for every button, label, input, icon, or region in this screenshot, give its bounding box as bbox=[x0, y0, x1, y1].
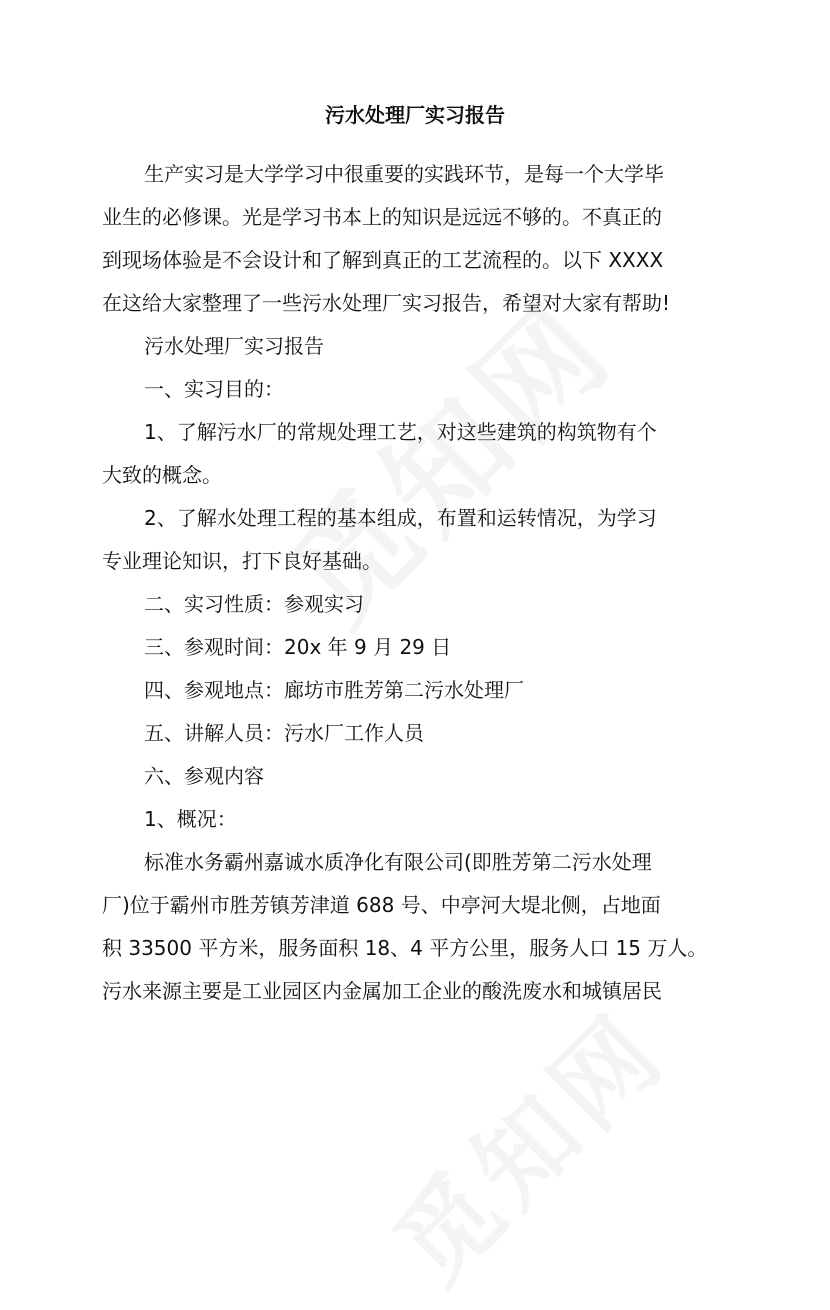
paragraph-line: 标准水务霸州嘉诚水质净化有限公司(即胜芳第二污水处理 bbox=[144, 850, 652, 874]
section-heading: 二、实习性质：参观实习 bbox=[144, 592, 364, 616]
paragraph-line: 专业理论知识，打下良好基础。 bbox=[102, 549, 382, 573]
watermark-lower bbox=[357, 974, 692, 1309]
paragraph-line: 污水来源主要是工业园区内金属加工企业的酸洗废水和城镇居民 bbox=[102, 979, 662, 1003]
paragraph-line: 业生的必修课。光是学习书本上的知识是远远不够的。不真正的 bbox=[102, 205, 662, 229]
paragraph-line: 大致的概念。 bbox=[102, 463, 222, 487]
paragraph-line: 到现场体验是不会设计和了解到真正的工艺流程的。以下 XXXX bbox=[102, 248, 664, 272]
section-heading: 1、概况： bbox=[144, 807, 237, 831]
document-title: 污水处理厂实习报告 bbox=[325, 103, 505, 127]
paragraph-line: 积 33500 平方米，服务面积 18、4 平方公里，服务人口 15 万人。 bbox=[102, 936, 708, 960]
section-heading: 三、参观时间：20x 年 9 月 29 日 bbox=[144, 635, 452, 659]
section-heading: 六、参观内容 bbox=[144, 764, 264, 788]
section-heading: 污水处理厂实习报告 bbox=[144, 334, 324, 358]
section-heading: 四、参观地点：廊坊市胜芳第二污水处理厂 bbox=[144, 678, 524, 702]
section-heading: 五、讲解人员：污水厂工作人员 bbox=[144, 721, 424, 745]
paragraph-line: 2、了解水处理工程的基本组成，布置和运转情况，为学习 bbox=[144, 506, 657, 530]
section-heading: 一、实习目的： bbox=[144, 377, 284, 401]
document-body bbox=[102, 153, 752, 1013]
paragraph-line: 生产实习是大学学习中很重要的实践环节，是每一个大学毕 bbox=[144, 162, 664, 186]
paragraph-line: 1、了解污水厂的常规处理工艺，对这些建筑的构筑物有个 bbox=[144, 420, 657, 444]
paragraph-line: 厂)位于霸州市胜芳镇芳津道 688 号、中亭河大堤北侧，占地面 bbox=[102, 893, 661, 917]
paragraph-line: 在这给大家整理了一些污水处理厂实习报告，希望对大家有帮助! bbox=[102, 291, 671, 315]
